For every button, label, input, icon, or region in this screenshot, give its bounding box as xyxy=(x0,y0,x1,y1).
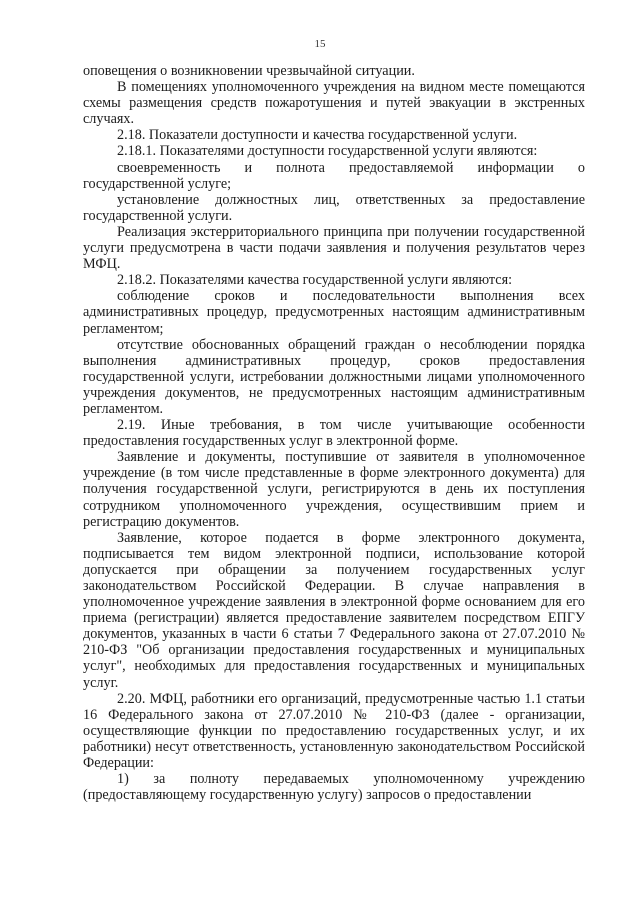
paragraph: 2.18.1. Показателями доступности государственной услуги являются: xyxy=(117,143,538,160)
paragraph: оповещения о возникновении чрезвычайной ситуации. xyxy=(83,63,415,79)
paragraph: Заявление, которое подается в форме электронного документа, подписывается тем видом электронной подписи, использование которой допускается при обращении за получением государственных услуг законодательством Российской Федерации. В случае направления в уполномоченное учреждение заявления в электронной форме основанием для его приема (регистрации) является предоставление заявителем посредством ЕПГУ документов, указанных в части 6 статьи 7 Федерального закона от 27.07.2010 № 210-ФЗ "Об организации предоставления государственных и муниципальных услуг", необходимых для предоставления государственных и муниципальных услуг. xyxy=(83,529,585,691)
paragraph: Заявление и документы, поступившие от заявителя в уполномоченное учреждение (в том числе представленные в форме электронного документа) для получения государственной услуги, регистрируются в день их поступления сотрудником уполномоченного учреждения, осуществившим прием и регистрацию документов. xyxy=(83,449,585,530)
paragraph: отсутствие обоснованных обращений граждан о несоблюдении порядка выполнения административных процедур, сроков предоставления государственной услуги, истребовании должностными лицами уполномоченного учреждения документов, не предусмотренных настоящим административным регламентом. xyxy=(83,336,585,417)
paragraph: В помещениях уполномоченного учреждения на видном месте помещаются схемы размещения средств пожаротушения и путей эвакуации в экстренных случаях. xyxy=(83,79,585,128)
paragraph: соблюдение сроков и последовательности выполнения всех административных процедур, предусмотренных настоящим административным регламентом; xyxy=(83,288,585,337)
paragraph: установление должностных лиц, ответственных за предоставление государственной услуги. xyxy=(83,191,585,224)
paragraph: Реализация экстерриториального принципа при получении государственной услуги предусмотрена в части подачи заявления и получения результатов через МФЦ. xyxy=(83,223,585,273)
paragraph: своевременность и полнота предоставляемой информации о государственной услуге; xyxy=(83,159,585,192)
section-heading: 2.19. Иные требования, в том числе учитывающие особенности предоставления государственных услуг в электронной форме. xyxy=(83,417,585,450)
page-number: 15 xyxy=(314,38,326,50)
paragraph: 1) за полноту передаваемых уполномоченному учреждению (предоставляющему государственную услугу) запросов о предоставлении xyxy=(83,771,585,804)
paragraph: 2.18.2. Показателями качества государственной услуги являются: xyxy=(117,272,513,289)
paragraph: 2.20. МФЦ, работники его организаций, предусмотренные частью 1.1 статьи 16 Федерального закона от 27.07.2010 № 210-ФЗ (далее - организации, осуществляющие функции по предоставлению государственных услуг, и их работники) несут ответственность, установленную законодательством Российской Федерации: xyxy=(83,690,585,772)
section-heading: 2.18. Показатели доступности и качества государственной услуги. xyxy=(117,127,518,144)
document-body xyxy=(83,63,585,803)
